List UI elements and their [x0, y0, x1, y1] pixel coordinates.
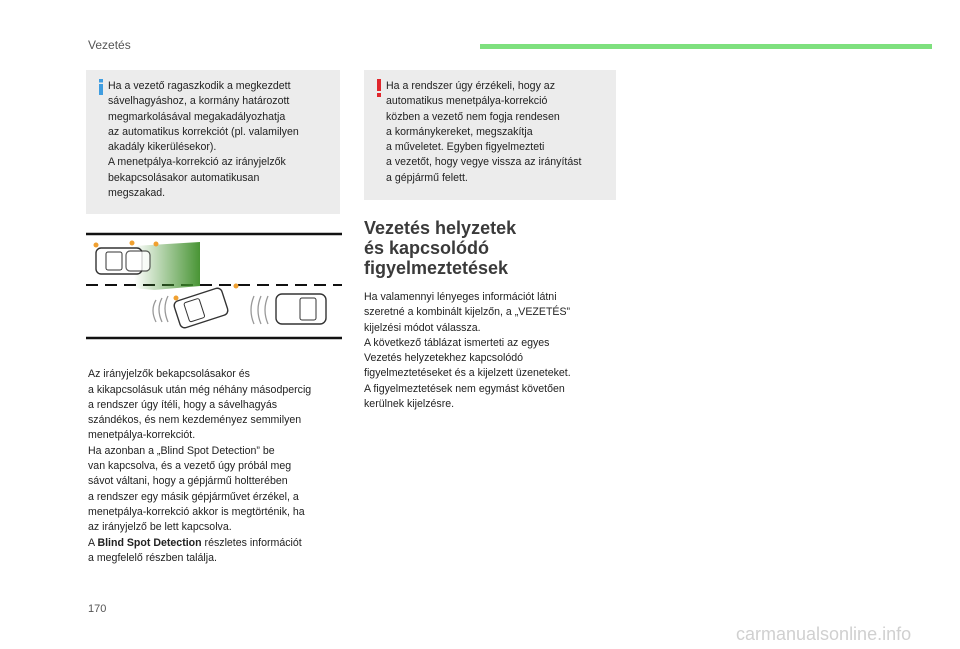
- blind-spot-paragraph: [88, 352, 348, 566]
- header-accent-bar: [480, 44, 932, 49]
- warning-icon: [372, 79, 386, 97]
- page-number: 170: [88, 603, 107, 615]
- own-vehicle-motion-trail: [153, 296, 168, 322]
- info-note: [86, 70, 340, 214]
- running-header: Vezetés: [88, 38, 131, 52]
- vehicle-top-lane: [96, 248, 150, 274]
- blind-spot-reference-suffix: részletes információt a megfelelő részben találja.: [88, 536, 302, 564]
- warning-note: [364, 70, 616, 200]
- section-heading: Vezetés helyzetek és kapcsolódó figyelmeztetések: [364, 218, 517, 278]
- lane-change-blind-spot-illustration: [86, 228, 342, 342]
- warning-note-text: Ha a rendszer úgy érzékeli, hogy az automatikus menetpálya-korrekció közben a vezető nem fogja rendesen a kormánykereket, megszakítja a műveletet. Egyben figyelmezteti a vezetőt, hogy vegye vissza az irányítást a gépjármű felett.: [386, 80, 582, 184]
- bottom-vehicle-motion-trail: [251, 296, 268, 324]
- info-icon: [94, 79, 108, 95]
- own-vehicle: [173, 287, 229, 329]
- info-note-text: Ha a vezető ragaszkodik a megkezdett sávelhagyáshoz, a kormány határozott megmarkolásával megakadályozhatja az automatikus korrekciót (pl. valamilyen akadály kikerülésekor). A menetpálya-korrekció az irányjelzők bekapcsolásakor automatikusan megszakad.: [108, 80, 299, 200]
- blind-spot-paragraph-body: Az irányjelzők bekapcsolásakor és a kikapcsolásuk után még néhány másodpercig a rendszer úgy ítéli, hogy a sávelhagyás szándékos, és nem kezdeményez semmilyen menetpálya-korrekciót. Ha azonban a „Blind Spot Detection” be van kapcsolva, és a vezető úgy próbál meg sávot váltani, hogy a gépjármű holtterében a rendszer egy másik gépjárművet érzékel, a menetpálya-korrekció akkor is megtörténik, ha az irányjelző be lett kapcsolva.: [88, 368, 312, 534]
- blind-spot-reference-prefix: A: [88, 536, 98, 549]
- vehicle-bottom-lane: [276, 294, 326, 324]
- watermark: carmanualsonline.info: [736, 624, 912, 644]
- section-paragraph: Ha valamennyi lényeges információt látni szeretné a kombinált kijelzőn, a „VEZETÉS” kijelzési módot válassza. A következő táblázat ismerteti az egyes Vezetés helyzetekhez kapcsolódó figyelmeztetéseket és a kijelzett üzeneteket. A figyelmeztetések nem egymást követően kerülnek kijelzésre.: [364, 291, 571, 411]
- blind-spot-detection-term: Blind Spot Detection: [97, 536, 202, 549]
